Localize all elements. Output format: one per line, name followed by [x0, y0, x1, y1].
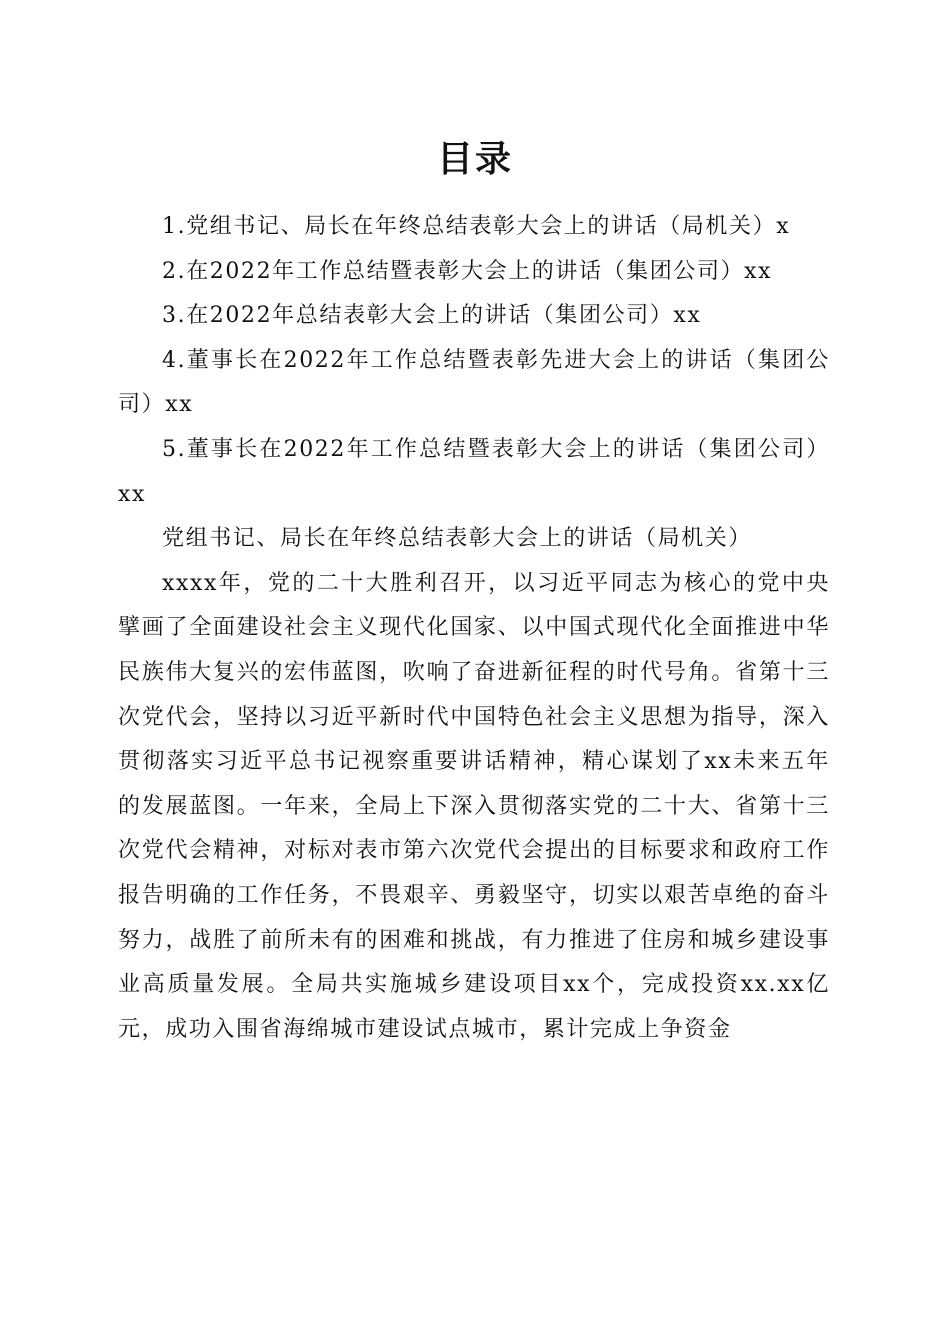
toc-item-1: 1.党组书记、局长在年终总结表彰大会上的讲话（局机关）x [162, 214, 791, 239]
page-title: 目录 [436, 139, 513, 180]
document-content [118, 205, 830, 1052]
toc-item-4: 4.董事长在2022年工作总结暨表彰先进大会上的讲话（集团公司）xx [118, 347, 830, 418]
toc-item-5: 5.董事长在2022年工作总结暨表彰大会上的讲话（集团公司）xx [118, 436, 830, 507]
toc-item-3: 3.在2022年总结表彰大会上的讲话（集团公司）xx [162, 303, 702, 329]
toc-item-2: 2.在2022年工作总结暨表彰大会上的讲话（集团公司）xx [162, 258, 773, 284]
section-heading: 党组书记、局长在年终总结表彰大会上的讲话（局机关） [162, 526, 753, 552]
body-paragraph: xxxx年，党的二十大胜利召开，以习近平同志为核心的党中央擘画了全面建设社会主义现代化国家、以中国式现代化全面推进中华民族伟大复兴的宏伟蓝图，吹响了奋进新征程的时代号角。省第十三次党代会，坚持以习近平新时代中国特色社会主义思想为指导，深入贯彻落实习近平总书记视察重要讲话精神，精心谋划了xx未来五年的发展蓝图。一年来，全局上下深入贯彻落实党的二十大、省第十三次党代会精神，对标对表市第六次党代会提出的目标要求和政府工作报告明确的工作任务，不畏艰辛、勇毅坚守，切实以艰苦卓绝的奋斗努力，战胜了前所未有的困难和挑战，有力推进了住房和城乡建设事业高质量发展。全局共实施城乡建设项目xx个，完成投资xx.xx亿元，成功入围省海绵城市建设试点城市，累计完成上争资金 [118, 570, 830, 1042]
